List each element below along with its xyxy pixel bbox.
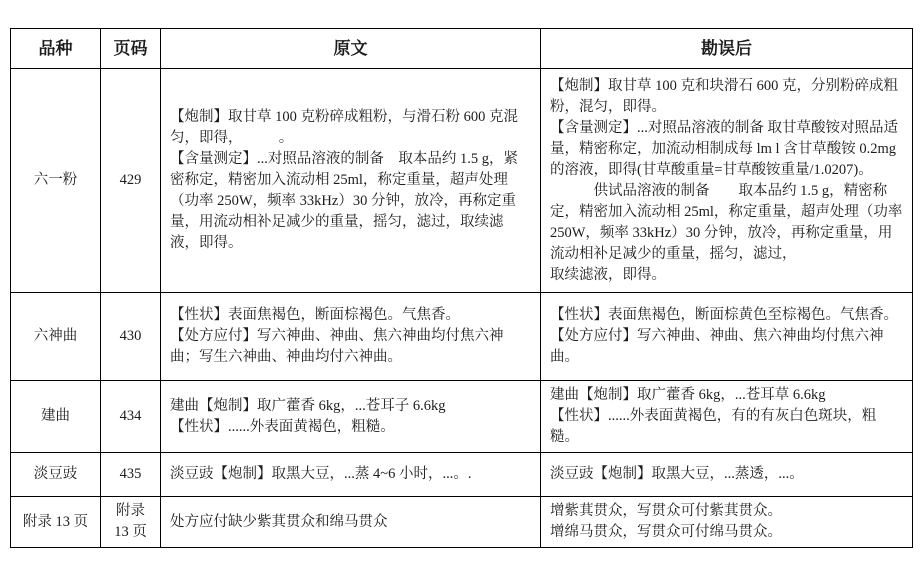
corrected-paragraph: 淡豆豉【炮制】取黑大豆，...蒸透，...。 <box>550 466 804 482</box>
table-row <box>11 497 913 548</box>
page-number-cell: 430 <box>101 293 161 381</box>
corrected-paragraph: 供试品溶液的制备 取本品约 1.5 g，精密称定，精密加入流动相 25ml，称定重量，超声处理（功率 250W，频率 33kHz）30 分钟，放冷，再称定重量，用流动相补足减少的重量，摇匀，滤过， <box>550 182 907 262</box>
variety-cell: 建曲 <box>11 381 101 453</box>
original-text-cell <box>161 293 541 381</box>
variety-cell: 六一粉 <box>11 69 101 293</box>
errata-table-body <box>11 69 913 548</box>
original-paragraph: 【处方应付】写六神曲、神曲、焦六神曲均付焦六神曲；写生六神曲、神曲均付六神曲。 <box>170 328 504 365</box>
corrected-text-cell <box>541 381 913 453</box>
errata-table <box>10 28 913 548</box>
table-row <box>11 381 913 453</box>
corrected-paragraph: 【含量测定】...对照品溶液的制备 取甘草酸铵对照品适量，精密称定，加流动相制成每 lm l 含甘草酸铵 0.2mg 的溶液，即得(甘草酸重量=甘草酸铵重量/1.0207)。 <box>550 119 900 178</box>
original-text-cell <box>161 69 541 293</box>
corrected-paragraph: 取续滤液，即得。 <box>550 266 666 283</box>
page-number-cell: 附录 13 页 <box>101 497 161 548</box>
original-paragraph: 【含量测定】...对照品溶液的制备 取本品约 1.5 g，紧密称定，精密加入流动相 25ml，称定重量，超声处理（功率 250W，频率 33kHz）30 分钟，放冷，再称定重量，用流动相补足减少的重量，摇匀，滤过，取续滤液，即得。 <box>170 151 518 251</box>
corrected-text-cell <box>541 293 913 381</box>
original-text-cell <box>161 381 541 453</box>
corrected-text-cell <box>541 453 913 497</box>
corrected-text-cell <box>541 69 913 293</box>
original-paragraph: 处方应付缺少紫萁贯众和绵马贯众 <box>170 513 388 530</box>
corrected-paragraph: 【处方应付】写六神曲、神曲、焦六神曲均付焦六神曲。 <box>550 328 884 365</box>
original-paragraph: 【性状】......外表面黄褐色，粗糙。 <box>170 418 395 435</box>
table-row <box>11 293 913 381</box>
corrected-paragraph: 【性状】......外表面黄褐色，有的有灰白色斑块，粗糙。 <box>550 408 877 445</box>
corrected-paragraph: 【性状】表面焦褐色，断面棕黄色至棕褐色。气焦香。 <box>550 307 898 323</box>
table-header <box>11 29 913 69</box>
page-number-cell: 435 <box>101 453 161 497</box>
col-header-corrected: 勘误后 <box>541 29 913 69</box>
original-text-cell <box>161 497 541 548</box>
original-text-cell <box>161 453 541 497</box>
original-paragraph: 淡豆豉【炮制】取黑大豆，...蒸 4~6 小时，...。. <box>170 466 472 482</box>
page-number-cell: 429 <box>101 69 161 293</box>
corrected-paragraph: 增紫萁贯众，写贯众可付紫萁贯众。 <box>550 503 782 519</box>
variety-cell: 附录 13 页 <box>11 497 101 548</box>
corrected-paragraph: 建曲【炮制】取广藿香 6kg，...苍耳草 6.6kg <box>550 387 826 403</box>
col-header-variety: 品种 <box>11 29 101 69</box>
header-row <box>11 29 913 69</box>
corrected-text-cell <box>541 497 913 548</box>
table-row <box>11 453 913 497</box>
page-number-cell: 434 <box>101 381 161 453</box>
table-row <box>11 69 913 293</box>
original-paragraph: 【性状】表面焦褐色，断面棕褐色。气焦香。 <box>170 307 460 323</box>
col-header-page: 页码 <box>101 29 161 69</box>
variety-cell: 淡豆豉 <box>11 453 101 497</box>
original-paragraph: 【炮制】取甘草 100 克粉碎成粗粉，与滑石粉 600 克混匀，即得， 。 <box>170 109 518 146</box>
corrected-paragraph: 【炮制】取甘草 100 克和块滑石 600 克，分别粉碎成粗粉，混匀，即得。 <box>550 77 898 115</box>
col-header-original: 原文 <box>161 29 541 69</box>
original-paragraph: 建曲【炮制】取广藿香 6kg，...苍耳子 6.6kg <box>170 397 446 414</box>
corrected-paragraph: 增绵马贯众，写贯众可付绵马贯众。 <box>550 524 782 540</box>
variety-cell: 六神曲 <box>11 293 101 381</box>
